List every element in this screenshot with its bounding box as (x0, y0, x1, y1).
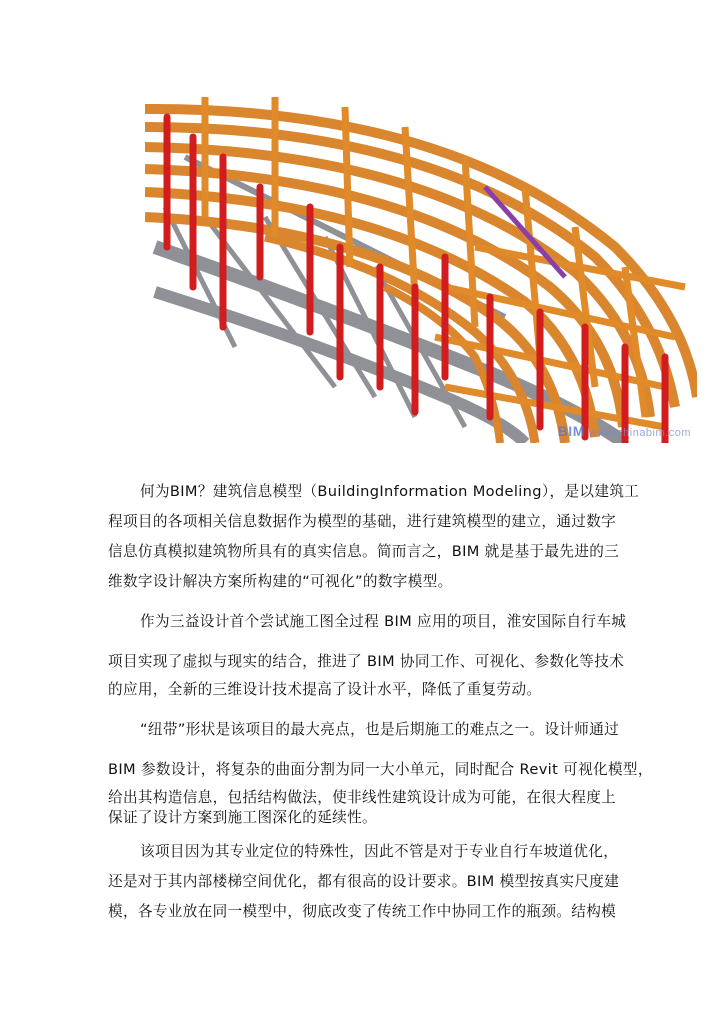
paragraph-3-line-1: “纽带”形状是该项目的最大亮点，也是后期施工的难点之一。设计师通过 (140, 721, 620, 738)
paragraph-3-line-2: BIM 参数设计，将复杂的曲面分割为同一大小单元，同时配合 Revit 可视化模型， (108, 761, 653, 778)
paragraph-2-line-2: 项目实现了虚拟与现实的结合，推进了 BIM 协同工作、可视化、参数化等技术 (108, 653, 625, 670)
bim-structure-render (145, 97, 697, 443)
paragraph-1-line-3: 信息仿真模拟建筑物所具有的真实信息。简而言之，BIM 就是基于最先进的三 (108, 543, 620, 560)
paragraph-4-line-2: 还是对于其内部楼梯空间优化，都有很高的设计要求。BIM 模型按真实尺度建 (108, 873, 620, 890)
paragraph-2-line-3: 的应用，全新的三维设计技术提高了设计水平，降低了重复劳动。 (108, 681, 542, 698)
watermark (558, 423, 691, 439)
watermark-text: www.chinabim.com (588, 427, 691, 439)
paragraph-4-line-1: 该项目因为其专业定位的特殊性，因此不管是对于专业自行车坡道优化， (140, 843, 619, 860)
paragraph-2-line-1: 作为三益设计首个尝试施工图全过程 BIM 应用的项目，淮安国际自行车城 (140, 613, 627, 630)
watermark-logo: BIM (557, 423, 585, 439)
bim-model-image (145, 97, 697, 443)
paragraph-3-line-3: 给出其构造信息，包括结构做法，使非线性建筑设计成为可能，在很大程度上 (108, 789, 617, 806)
paragraph-1-line-1: 何为BIM？建筑信息模型（BuildingInformation Modeling），是以建筑工 (140, 483, 640, 500)
paragraph-4-line-3: 模，各专业放在同一模型中，彻底改变了传统工作中协同工作的瓶颈。结构模 (108, 903, 617, 920)
paragraph-1-line-4: 维数字设计解决方案所构建的“可视化”的数字模型。 (108, 573, 453, 590)
paragraph-1-line-2: 程项目的各项相关信息数据作为模型的基础，进行建筑模型的建立，通过数字 (108, 513, 617, 530)
paragraph-3-line-4: 保证了设计方案到施工图深化的延续性。 (108, 809, 377, 826)
